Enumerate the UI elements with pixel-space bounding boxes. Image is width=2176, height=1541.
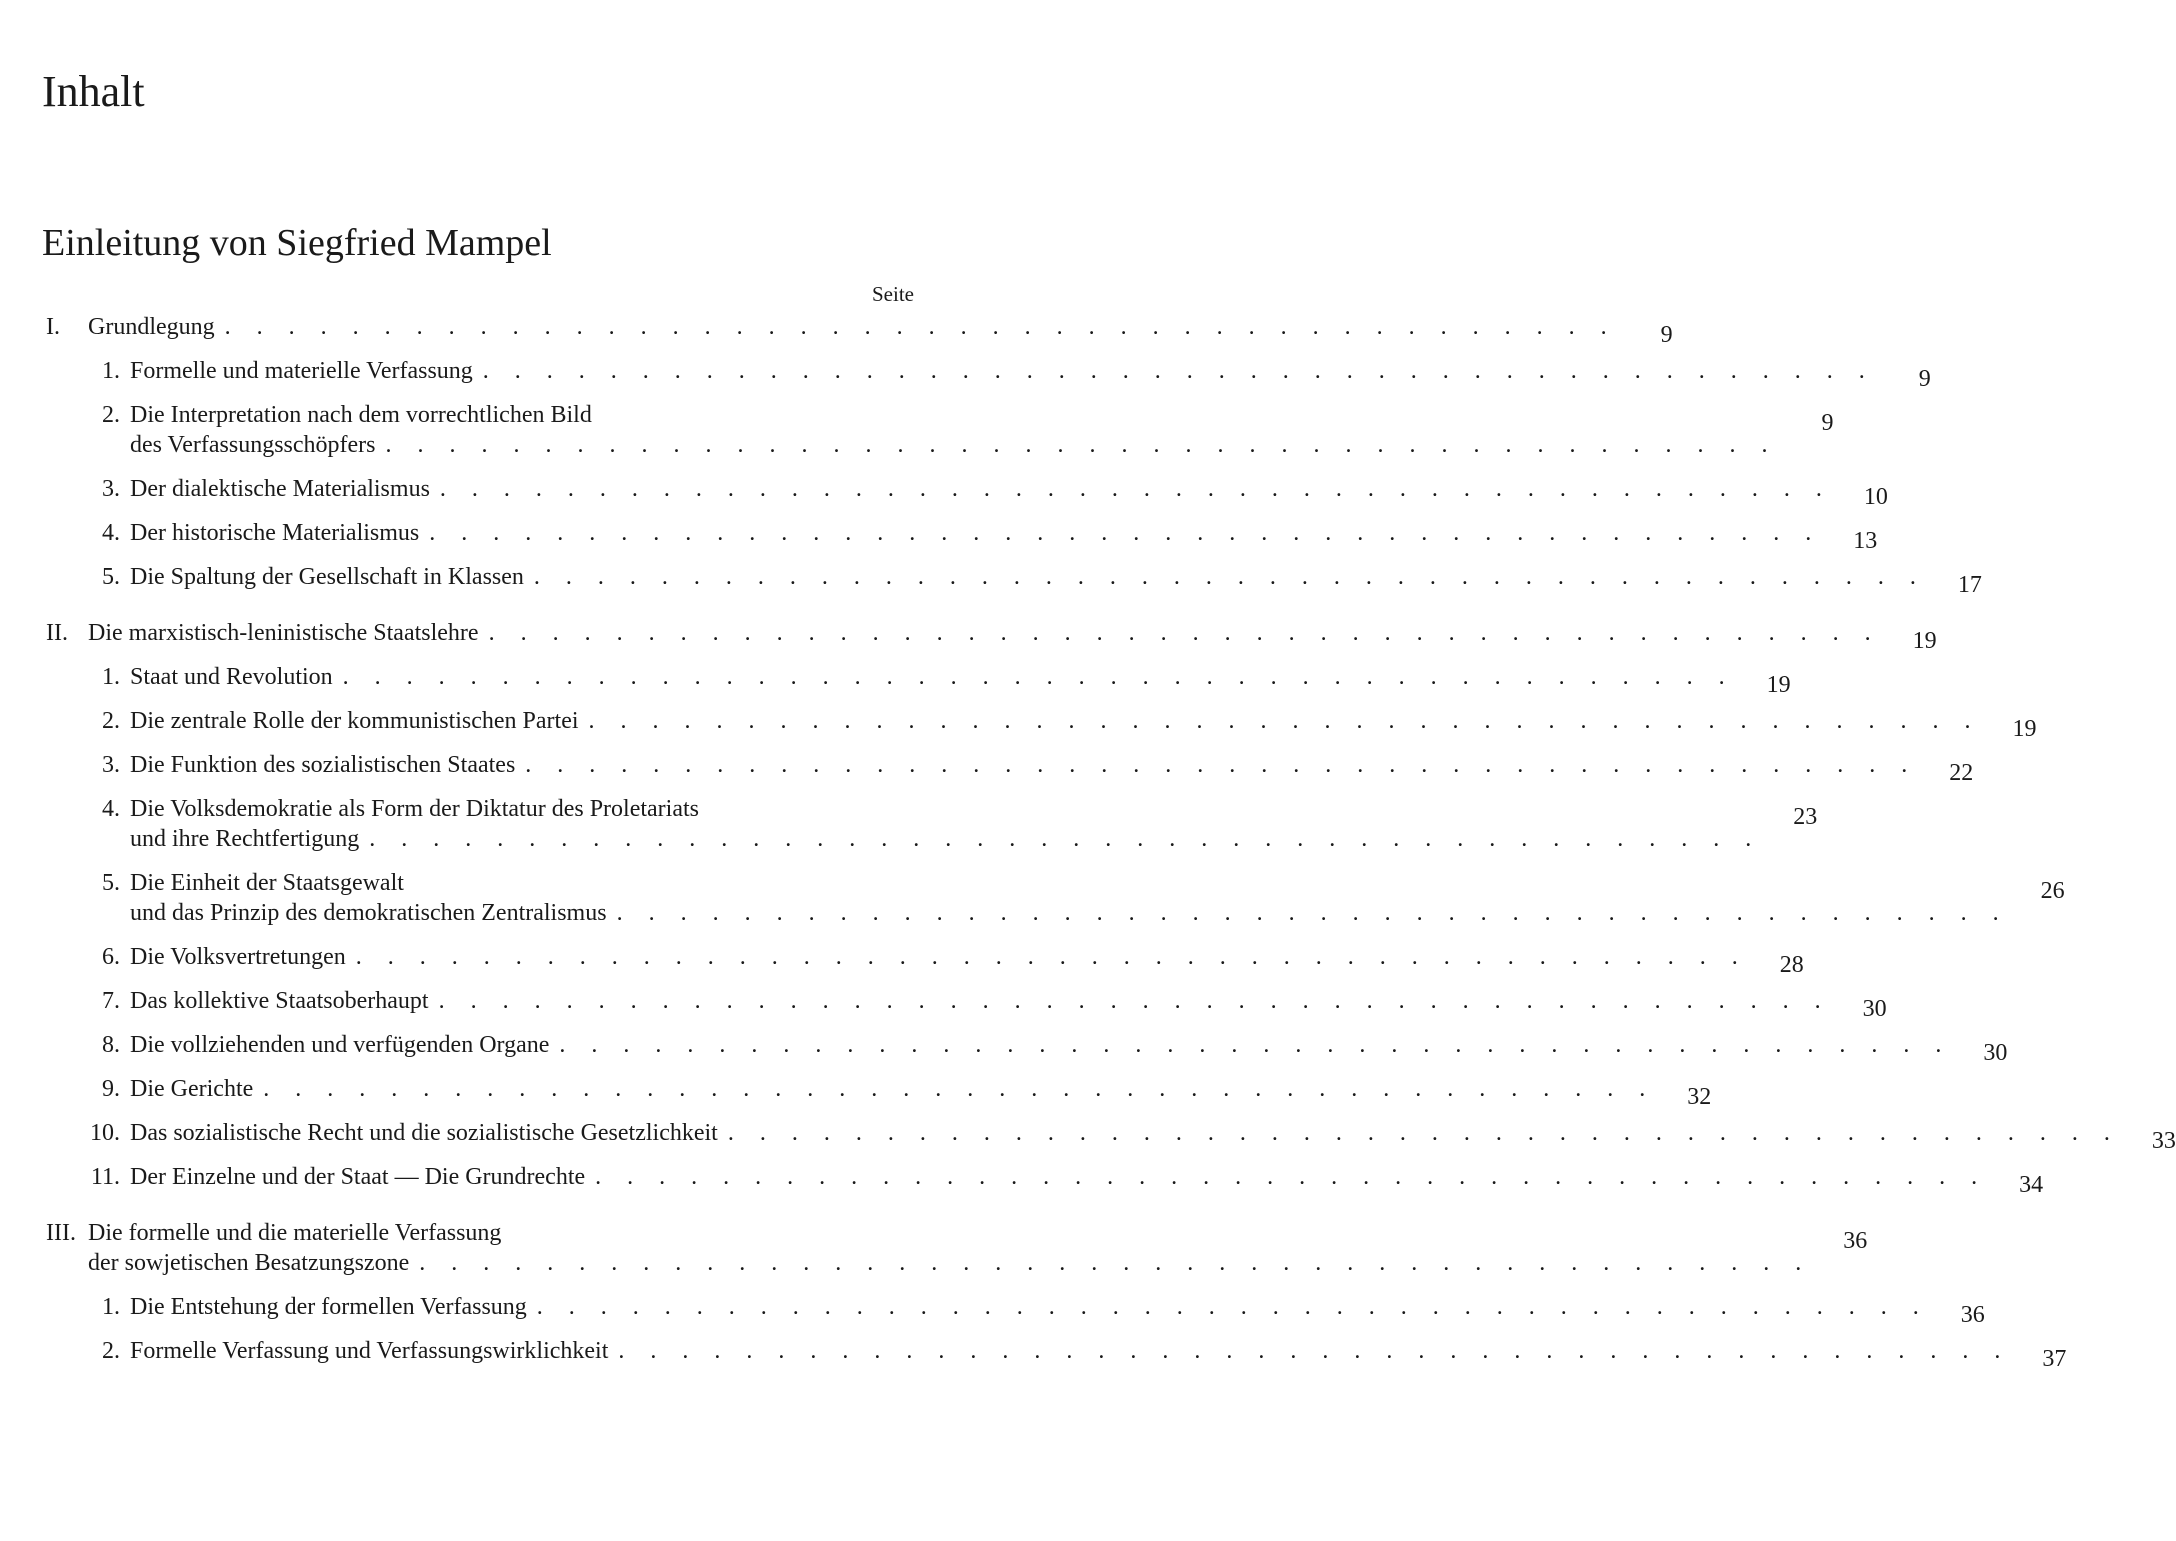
toc-entry[interactable] <box>40 1030 2008 1066</box>
toc-entry[interactable] <box>40 750 1974 786</box>
toc-entry[interactable] <box>40 1336 2067 1372</box>
toc-page-number: 28 <box>1779 952 1804 978</box>
dot-leader: . . . . . . . . . . . . . . . . . . . . . . . . . . . . . . . . . . . . . . . . . . . . <box>536 1294 1929 1320</box>
toc-entry-title-line: und das Prinzip des demokratischen Zentralismus <box>130 900 607 926</box>
toc-entry-title-line: Die marxistisch-leninistische Staatslehre <box>88 620 479 646</box>
toc-entry-title-line: Grundlegung <box>88 314 215 340</box>
toc-entry-number: 1. <box>102 1294 120 1320</box>
page-column-label: Seite <box>872 282 914 306</box>
dot-leader: . . . . . . . . . . . . . . . . . . . . . . . . . . . . . . . . . . . . . . . . . . . . <box>429 520 1822 546</box>
part-title: Einleitung von Siegfried Mampel <box>42 222 552 264</box>
toc-entry[interactable] <box>40 942 1804 978</box>
toc-entry[interactable] <box>40 986 1887 1022</box>
dot-leader: . . . . . . . . . . . . . . . . . . . . . . . . . . . . . . . . . . . . . . . . . . . . <box>438 988 1831 1014</box>
dot-leader: . . . . . . . . . . . . . . . . . . . . . . . . . . . . . . . . . . . . . . . . . . . . <box>224 314 1617 340</box>
dot-leader: . . . . . . . . . . . . . . . . . . . . . . . . . . . . . . . . . . . . . . . . . . . . <box>525 752 1918 778</box>
toc-entry[interactable] <box>40 562 1982 598</box>
dot-leader: . . . . . . . . . . . . . . . . . . . . . . . . . . . . . . . . . . . . . . . . . . . . <box>488 620 1881 646</box>
toc-entry-number: 9. <box>102 1076 120 1102</box>
toc-section-group <box>40 618 2176 1198</box>
toc-entry-number: 8. <box>102 1032 120 1058</box>
toc-entry[interactable] <box>40 356 1931 392</box>
toc-entry-number: 11. <box>90 1164 120 1190</box>
toc-entry-title-line: Das kollektive Staatsoberhaupt <box>130 988 429 1014</box>
table-of-contents <box>40 312 2176 1392</box>
toc-entry-title-line: Das sozialistische Recht und die sozialistische Gesetzlichkeit <box>130 1120 718 1146</box>
toc-entry-title-line: Staat und Revolution <box>130 664 333 690</box>
toc-page-number: 19 <box>1912 628 1937 654</box>
dot-leader: . . . . . . . . . . . . . . . . . . . . . . . . . . . . . . . . . . . . . . . . . . . . <box>482 358 1875 384</box>
dot-leader: . . . . . . . . . . . . . . . . . . . . . . . . . . . . . . . . . . . . . . . . . . . . <box>559 1032 1952 1058</box>
toc-page-number: 17 <box>1957 572 1982 598</box>
toc-page-number: 9 <box>1918 366 1931 392</box>
toc-entry-title-line: Die zentrale Rolle der kommunistischen Partei <box>130 708 579 734</box>
toc-entry-number: 4. <box>102 796 120 822</box>
toc-entry-title-line: Die Entstehung der formellen Verfassung <box>130 1294 527 1320</box>
toc-page-number: 36 <box>1960 1302 1985 1328</box>
toc-entry[interactable] <box>40 662 1791 698</box>
toc-entry-number: 6. <box>102 944 120 970</box>
toc-entry-title-line: Die Interpretation nach dem vorrechtlichen Bild <box>130 402 592 428</box>
toc-entry[interactable] <box>40 868 2065 928</box>
dot-leader: . . . . . . . . . . . . . . . . . . . . . . . . . . . . . . . . . . . . . . . . . . . . <box>385 432 1778 458</box>
toc-entry-title-line: des Verfassungsschöpfers <box>130 432 376 458</box>
toc-entry[interactable] <box>40 1292 1985 1328</box>
toc-entry[interactable] <box>40 400 1834 460</box>
toc-page-number: 30 <box>1862 996 1887 1022</box>
toc-entry-number: 1. <box>102 358 120 384</box>
dot-leader: . . . . . . . . . . . . . . . . . . . . . . . . . . . . . . . . . . . . . . . . . . . . <box>369 826 1762 852</box>
toc-page-number: 22 <box>1949 760 1974 786</box>
toc-entry-title-line: Die vollziehenden und verfügenden Organe <box>130 1032 550 1058</box>
toc-entry-number: 5. <box>102 870 120 896</box>
toc-entry[interactable] <box>40 474 1888 510</box>
dot-leader: . . . . . . . . . . . . . . . . . . . . . . . . . . . . . . . . . . . . . . . . . . . . <box>355 944 1748 970</box>
toc-page-number: 34 <box>2019 1172 2044 1198</box>
toc-page-number: 26 <box>2040 878 2065 904</box>
toc-entry-number: 1. <box>102 664 120 690</box>
dot-leader: . . . . . . . . . . . . . . . . . . . . . . . . . . . . . . . . . . . . . . . . . . . . <box>595 1164 1988 1190</box>
dot-leader: . . . . . . . . . . . . . . . . . . . . . . . . . . . . . . . . . . . . . . . . . . . . <box>727 1120 2120 1146</box>
dot-leader: . . . . . . . . . . . . . . . . . . . . . . . . . . . . . . . . . . . . . . . . . . . . <box>588 708 1981 734</box>
toc-entry-title-line: der sowjetischen Besatzungszone <box>88 1250 410 1276</box>
toc-entry[interactable] <box>40 518 1878 554</box>
dot-leader: . . . . . . . . . . . . . . . . . . . . . . . . . . . . . . . . . . . . . . . . . . . . <box>616 900 2009 926</box>
page-title: Inhalt <box>42 67 145 116</box>
toc-entry-number: 2. <box>102 1338 120 1364</box>
toc-section[interactable] <box>40 312 1673 348</box>
toc-entry-title-line: Die Volksvertretungen <box>130 944 346 970</box>
toc-entry-number: 2. <box>102 708 120 734</box>
dot-leader: . . . . . . . . . . . . . . . . . . . . . . . . . . . . . . . . . . . . . . . . . . . . <box>533 564 1926 590</box>
toc-page-number: 19 <box>2012 716 2037 742</box>
toc-entry-number: 7. <box>102 988 120 1014</box>
toc-page-number: 19 <box>1766 672 1791 698</box>
toc-entry[interactable] <box>40 1162 2044 1198</box>
toc-entry[interactable] <box>40 1118 2176 1154</box>
toc-entry-number: 2. <box>102 402 120 428</box>
toc-entry-title-line: Die Volksdemokratie als Form der Diktatur des Proletariats <box>130 796 700 822</box>
dot-leader: . . . . . . . . . . . . . . . . . . . . . . . . . . . . . . . . . . . . . . . . . . . . <box>419 1250 1812 1276</box>
toc-section-group <box>40 1218 2067 1372</box>
toc-section[interactable] <box>40 1218 1868 1278</box>
toc-page-number: 10 <box>1863 484 1888 510</box>
toc-entry-title-line: Der dialektische Materialismus <box>130 476 430 502</box>
dot-leader: . . . . . . . . . . . . . . . . . . . . . . . . . . . . . . . . . . . . . . . . . . . . <box>263 1076 1656 1102</box>
toc-entry-number: 10. <box>90 1120 120 1146</box>
toc-entry-number: II. <box>46 620 68 646</box>
toc-entry-title-line: und ihre Rechtfertigung <box>130 826 360 852</box>
toc-entry-title-line: Die Funktion des sozialistischen Staates <box>130 752 516 778</box>
toc-entry[interactable] <box>40 1074 1712 1110</box>
toc-entry-title-line: Die Gerichte <box>130 1076 254 1102</box>
toc-entry-number: I. <box>46 314 60 340</box>
toc-entry-number: 5. <box>102 564 120 590</box>
toc-entry-title-line: Die Spaltung der Gesellschaft in Klassen <box>130 564 524 590</box>
toc-entry[interactable] <box>40 706 2037 742</box>
toc-section-group <box>40 312 1982 598</box>
toc-entry-title-line: Die formelle und die materielle Verfassung <box>88 1220 502 1246</box>
toc-page-number: 13 <box>1853 528 1878 554</box>
toc-entry-title-line: Die Einheit der Staatsgewalt <box>130 870 404 896</box>
dot-leader: . . . . . . . . . . . . . . . . . . . . . . . . . . . . . . . . . . . . . . . . . . . . <box>342 664 1735 690</box>
toc-entry-number: 3. <box>102 752 120 778</box>
toc-entry-title-line: Der historische Materialismus <box>130 520 420 546</box>
dot-leader: . . . . . . . . . . . . . . . . . . . . . . . . . . . . . . . . . . . . . . . . . . . . <box>618 1338 2011 1364</box>
toc-entry-title-line: Der Einzelne und der Staat — Die Grundrechte <box>130 1164 586 1190</box>
toc-page-number: 33 <box>2151 1128 2176 1154</box>
toc-page-number: 30 <box>1983 1040 2008 1066</box>
toc-page-number: 23 <box>1793 804 1818 830</box>
dot-leader: . . . . . . . . . . . . . . . . . . . . . . . . . . . . . . . . . . . . . . . . . . . . <box>439 476 1832 502</box>
toc-entry-number: 3. <box>102 476 120 502</box>
toc-entry-number: III. <box>46 1220 76 1246</box>
toc-page-number: 37 <box>2042 1346 2067 1372</box>
toc-page-number: 9 <box>1660 322 1673 348</box>
toc-page-number: 36 <box>1843 1228 1868 1254</box>
toc-page-number: 32 <box>1687 1084 1712 1110</box>
toc-entry-number: 4. <box>102 520 120 546</box>
toc-page-number: 9 <box>1821 410 1834 436</box>
toc-section[interactable] <box>40 618 1937 654</box>
toc-entry[interactable] <box>40 794 1818 854</box>
toc-entry-title-line: Formelle Verfassung und Verfassungswirklichkeit <box>130 1338 609 1364</box>
toc-entry-title-line: Formelle und materielle Verfassung <box>130 358 473 384</box>
